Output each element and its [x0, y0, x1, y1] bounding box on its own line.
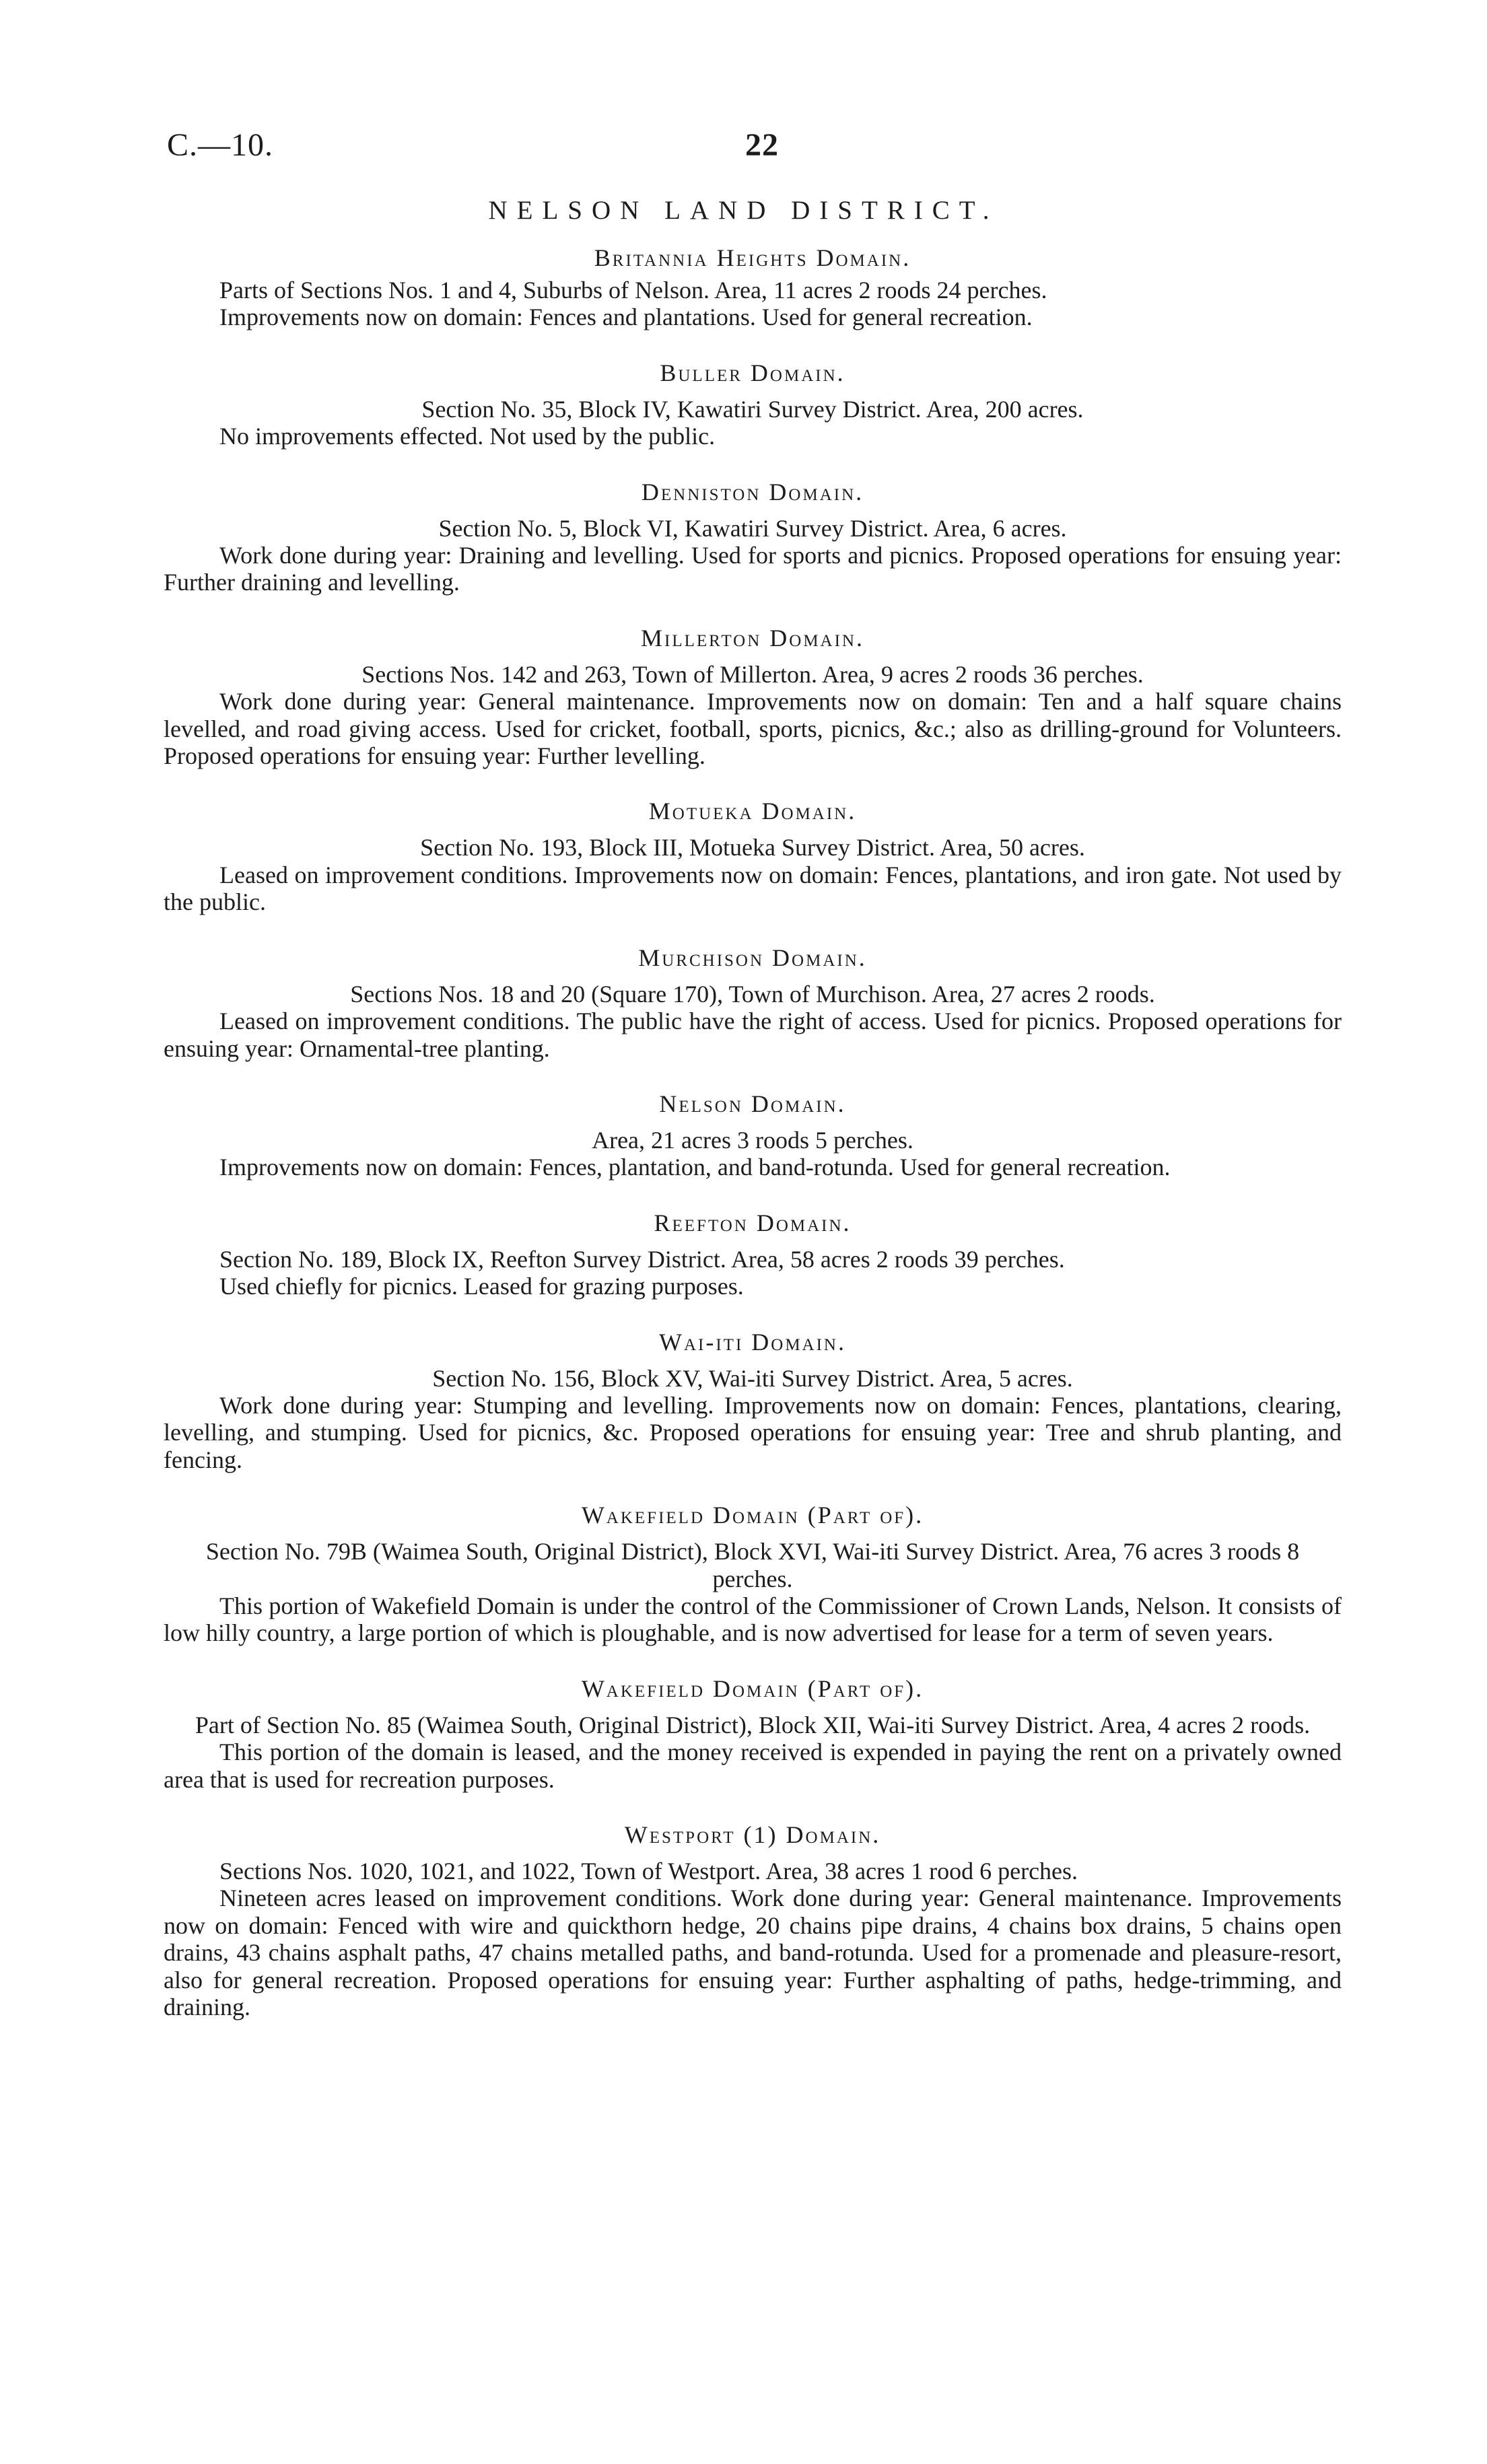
domain-description: Section No. 35, Block IV, Kawatiri Survey District. Area, 200 acres. [421, 395, 1084, 423]
district-title: NELSON LAND DISTRICT. [488, 196, 999, 225]
domain-details: Improvements now on domain: Fences, plantation, and band-rotunda. Used for general recreation. [219, 1154, 1171, 1181]
domain-details: Used chiefly for picnics. Leased for grazing purposes. [219, 1273, 744, 1300]
domain-description: Section No. 193, Block III, Motueka Survey District. Area, 50 acres. [420, 834, 1085, 861]
domain-description: Parts of Sections Nos. 1 and 4, Suburbs of Nelson. Area, 11 acres 2 roods 24 perches. [219, 277, 1047, 304]
domain-section-motueka [164, 792, 1342, 915]
domain-section-westport [164, 1816, 1342, 2020]
report-code: C.—10. [167, 127, 274, 163]
domain-title: Wakefield Domain (Part of). [581, 1675, 924, 1702]
domain-section-reefton [164, 1204, 1342, 1300]
domain-details: Work done during year: General maintenance. Improvements now on domain: Ten and a half square chains levelled, and road giving access. Used for cricket, football, sports, picnics, &c.; also as drilling-ground for Volunteers. Proposed operations for ensuing year: Further levelling. [164, 688, 1342, 770]
domain-section-nelson [164, 1085, 1342, 1181]
domain-description: Part of Section No. 85 (Waimea South, Original District), Block XII, Wai-iti Survey District. Area, 4 acres 2 roods. [195, 1711, 1311, 1738]
domain-title: Wakefield Domain (Part of). [581, 1502, 924, 1529]
domain-details: This portion of the domain is leased, and the money received is expended in paying the rent on a privately owned area that is used for recreation purposes. [164, 1738, 1342, 1793]
domain-details: Improvements now on domain: Fences and plantations. Used for general recreation. [219, 304, 1033, 331]
domain-title: Reefton Domain. [654, 1209, 852, 1236]
domain-title: Murchison Domain. [638, 944, 867, 971]
page-number: 22 [745, 127, 779, 163]
domain-details: Leased on improvement conditions. Improvements now on domain: Fences, plantations, and iron gate. Not used by the public. [164, 861, 1342, 916]
domain-details: Work done during year: Draining and levelling. Used for sports and picnics. Proposed operations for ensuing year: Further draining and levelling. [164, 542, 1342, 596]
domain-details: Work done during year: Stumping and levelling. Improvements now on domain: Fences, plantations, clearing, levelling, and stumping. Used for picnics, &c. Proposed operations for ensuing year: Tree and shrub planting, and fencing. [164, 1391, 1342, 1473]
domain-description: Sections Nos. 18 and 20 (Square 170), Town of Murchison. Area, 27 acres 2 roods. [350, 980, 1155, 1008]
domain-title: Westport (1) Domain. [624, 1821, 881, 1848]
domain-section-britannia-heights [164, 239, 1342, 331]
domain-description: Section No. 5, Block VI, Kawatiri Survey District. Area, 6 acres. [438, 514, 1067, 542]
domain-title: Nelson Domain. [659, 1090, 846, 1117]
domain-section-millerton [164, 619, 1342, 770]
domain-title: Buller Domain. [660, 359, 845, 386]
domain-section-murchison [164, 939, 1342, 1062]
domain-description: Section No. 79B (Waimea South, Original District), Block XVI, Wai-iti Survey District. Area, 76 acres 3 roods 8 perches. [205, 1538, 1300, 1592]
domain-description: Sections Nos. 1020, 1021, and 1022, Town of Westport. Area, 38 acres 1 rood 6 perches. [219, 1858, 1078, 1885]
domain-details: This portion of Wakefield Domain is under the control of the Commissioner of Crown Lands, Nelson. It consists of low hilly country, a large portion of which is ploughable, and is now advertised for lease for a term of seven years. [164, 1592, 1342, 1647]
domain-title: Wai-iti Domain. [659, 1328, 846, 1356]
domain-title: Motueka Domain. [648, 798, 857, 825]
domain-details: No improvements effected. Not used by the public. [219, 423, 716, 450]
domain-title: Millerton Domain. [641, 624, 864, 652]
domain-section-wai-iti [164, 1323, 1342, 1474]
domain-section-denniston [164, 473, 1342, 596]
domain-description: Section No. 156, Block XV, Wai-iti Survey District. Area, 5 acres. [432, 1364, 1073, 1392]
domain-description: Section No. 189, Block IX, Reefton Survey District. Area, 58 acres 2 roods 39 perches. [219, 1245, 1065, 1273]
document-body [164, 239, 1342, 2020]
domain-section-buller [164, 354, 1342, 450]
domain-details: Leased on improvement conditions. The public have the right of access. Used for picnics. Proposed operations for ensuing year: Ornamental-tree planting. [164, 1008, 1342, 1062]
domain-description: Area, 21 acres 3 roods 5 perches. [592, 1126, 913, 1154]
domain-section-wakefield-part-1 [164, 1496, 1342, 1647]
domain-description: Sections Nos. 142 and 263, Town of Millerton. Area, 9 acres 2 roods 36 perches. [361, 660, 1144, 688]
domain-section-wakefield-part-2 [164, 1670, 1342, 1793]
domain-title: Denniston Domain. [641, 478, 864, 505]
domain-details: Nineteen acres leased on improvement conditions. Work done during year: General maintenance. Improvements now on domain: Fenced with wire and quickthorn hedge, 20 chains pipe drains, 4 chains box drains, 5 chains open drains, 43 chains asphalt paths, 47 chains metalled paths, and band-rotunda. Used for a promenade and pleasure-resort, also for general recreation. Proposed operations for ensuing year: Further asphalting of paths, hedge-trimming, and draining. [164, 1885, 1342, 2021]
domain-title: Britannia Heights Domain. [594, 244, 911, 271]
